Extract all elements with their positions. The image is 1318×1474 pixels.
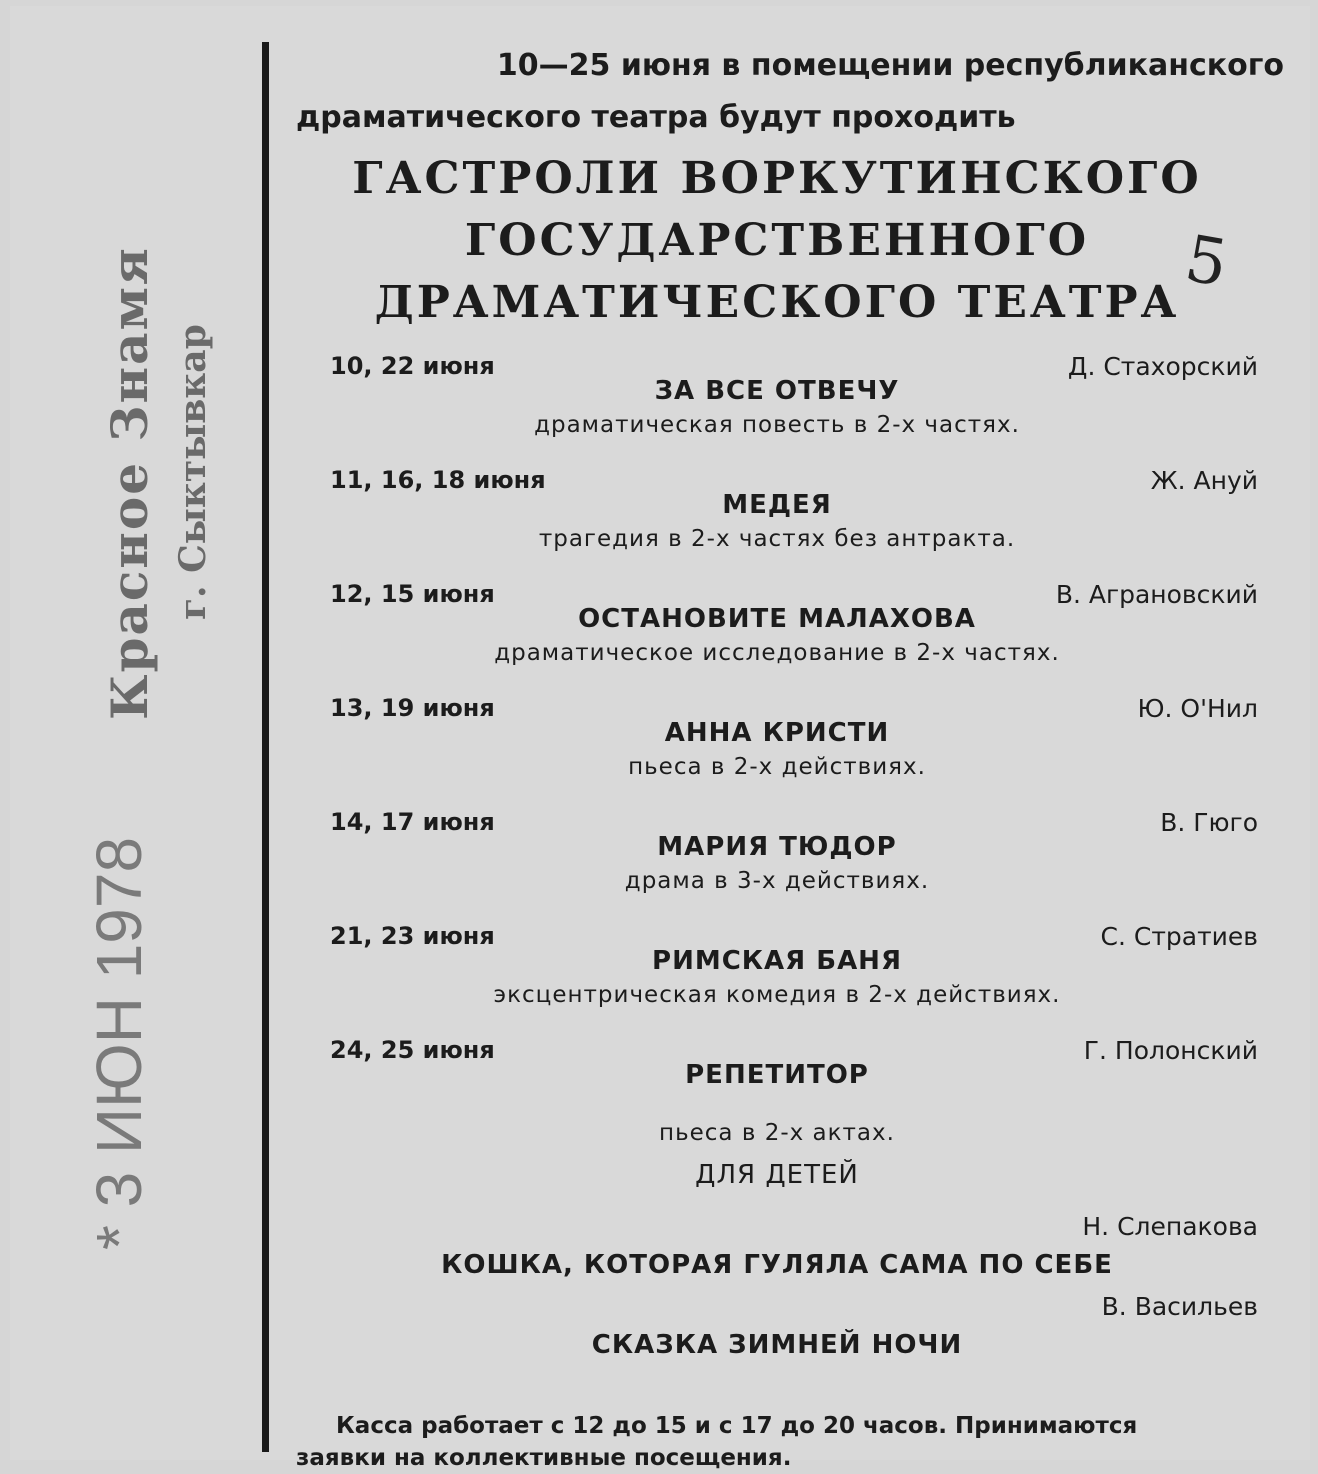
newspaper-city: г. Сыктывкар bbox=[172, 324, 214, 620]
box-office-line-1: Касса работает с 12 до 15 и с 17 до 20 часов. Принимаются bbox=[336, 1413, 1138, 1439]
intro-line-2: драматического театра будут проходить bbox=[296, 100, 1016, 135]
show-title: ОСТАНОВИТЕ МАЛАХОВА bbox=[578, 604, 976, 634]
show-entry bbox=[296, 808, 1258, 922]
handwritten-mark: 5 bbox=[1179, 222, 1233, 302]
show-author: С. Стратиев bbox=[1100, 922, 1258, 951]
show-dates: 24, 25 июня bbox=[330, 1036, 495, 1064]
headline-line-3: ДРАМАТИЧЕСКОГО ТЕАТРА bbox=[374, 277, 1180, 328]
show-author: Г. Полонский bbox=[1083, 1036, 1258, 1065]
show-dates: 11, 16, 18 июня bbox=[330, 466, 546, 494]
intro-text bbox=[296, 40, 1284, 144]
show-entry bbox=[296, 1036, 1258, 1160]
box-office-note bbox=[296, 1410, 1258, 1474]
show-author: В. Аграновский bbox=[1055, 580, 1258, 609]
headline-line-2: ГОСУДАРСТВЕННОГО bbox=[464, 215, 1090, 266]
show-genre: драматическая повесть в 2-х частях. bbox=[534, 412, 1020, 438]
show-title: ЗА ВСЕ ОТВЕЧУ bbox=[654, 376, 900, 406]
show-dates: 10, 22 июня bbox=[330, 352, 495, 380]
headline-line-1: ГАСТРОЛИ ВОРКУТИНСКОГО bbox=[352, 153, 1202, 204]
show-dates: 13, 19 июня bbox=[330, 694, 495, 722]
show-entry bbox=[296, 580, 1258, 694]
show-genre: драматическое исследование в 2-х частях. bbox=[494, 640, 1060, 666]
kids-title-2: СКАЗКА ЗИМНЕЙ НОЧИ bbox=[591, 1330, 963, 1360]
show-genre: трагедия в 2-х частях без антракта. bbox=[538, 526, 1016, 552]
show-genre: пьеса в 2-х действиях. bbox=[628, 754, 926, 780]
show-entry bbox=[296, 466, 1258, 580]
stamp-date: * 3 ИЮН 1978 bbox=[83, 836, 155, 1250]
show-title: МАРИЯ ТЮДОР bbox=[657, 832, 897, 862]
kids-author-1: Н. Слепакова bbox=[1082, 1212, 1258, 1241]
kids-author-2: В. Васильев bbox=[1101, 1292, 1258, 1321]
show-title: РИМСКАЯ БАНЯ bbox=[652, 946, 902, 976]
show-dates: 12, 15 июня bbox=[330, 580, 495, 608]
show-dates: 14, 17 июня bbox=[330, 808, 495, 836]
box-office-line-2: заявки на коллективные посещения. bbox=[296, 1445, 792, 1471]
show-dates: 21, 23 июня bbox=[330, 922, 495, 950]
show-genre: эксцентрическая комедия в 2-х действиях. bbox=[493, 982, 1061, 1008]
show-title: АННА КРИСТИ bbox=[664, 718, 890, 748]
newspaper-name: Красное Знамя bbox=[100, 246, 159, 720]
show-entry bbox=[296, 694, 1258, 808]
kids-heading: ДЛЯ ДЕТЕЙ bbox=[695, 1160, 859, 1190]
show-author: В. Гюго bbox=[1160, 808, 1258, 837]
headline bbox=[296, 148, 1258, 334]
show-author: Д. Стахорский bbox=[1067, 352, 1258, 381]
announcement bbox=[296, 40, 1284, 1474]
show-title: РЕПЕТИТОР bbox=[685, 1060, 869, 1090]
show-genre: пьеса в 2-х актах. bbox=[659, 1120, 895, 1146]
show-title: МЕДЕЯ bbox=[722, 490, 832, 520]
show-author: Ю. О'Нил bbox=[1137, 694, 1258, 723]
kids-title-1: КОШКА, КОТОРАЯ ГУЛЯЛА САМА ПО СЕБЕ bbox=[441, 1250, 1113, 1280]
show-genre: драма в 3-х действиях. bbox=[624, 868, 930, 894]
kids-section bbox=[296, 1160, 1258, 1410]
archive-stamp bbox=[0, 0, 260, 1469]
show-entry bbox=[296, 922, 1258, 1036]
intro-line-1: 10—25 июня в помещении республиканского bbox=[496, 48, 1284, 83]
column-divider bbox=[262, 42, 269, 1452]
show-author: Ж. Ануй bbox=[1150, 466, 1258, 495]
show-entry bbox=[296, 352, 1258, 466]
